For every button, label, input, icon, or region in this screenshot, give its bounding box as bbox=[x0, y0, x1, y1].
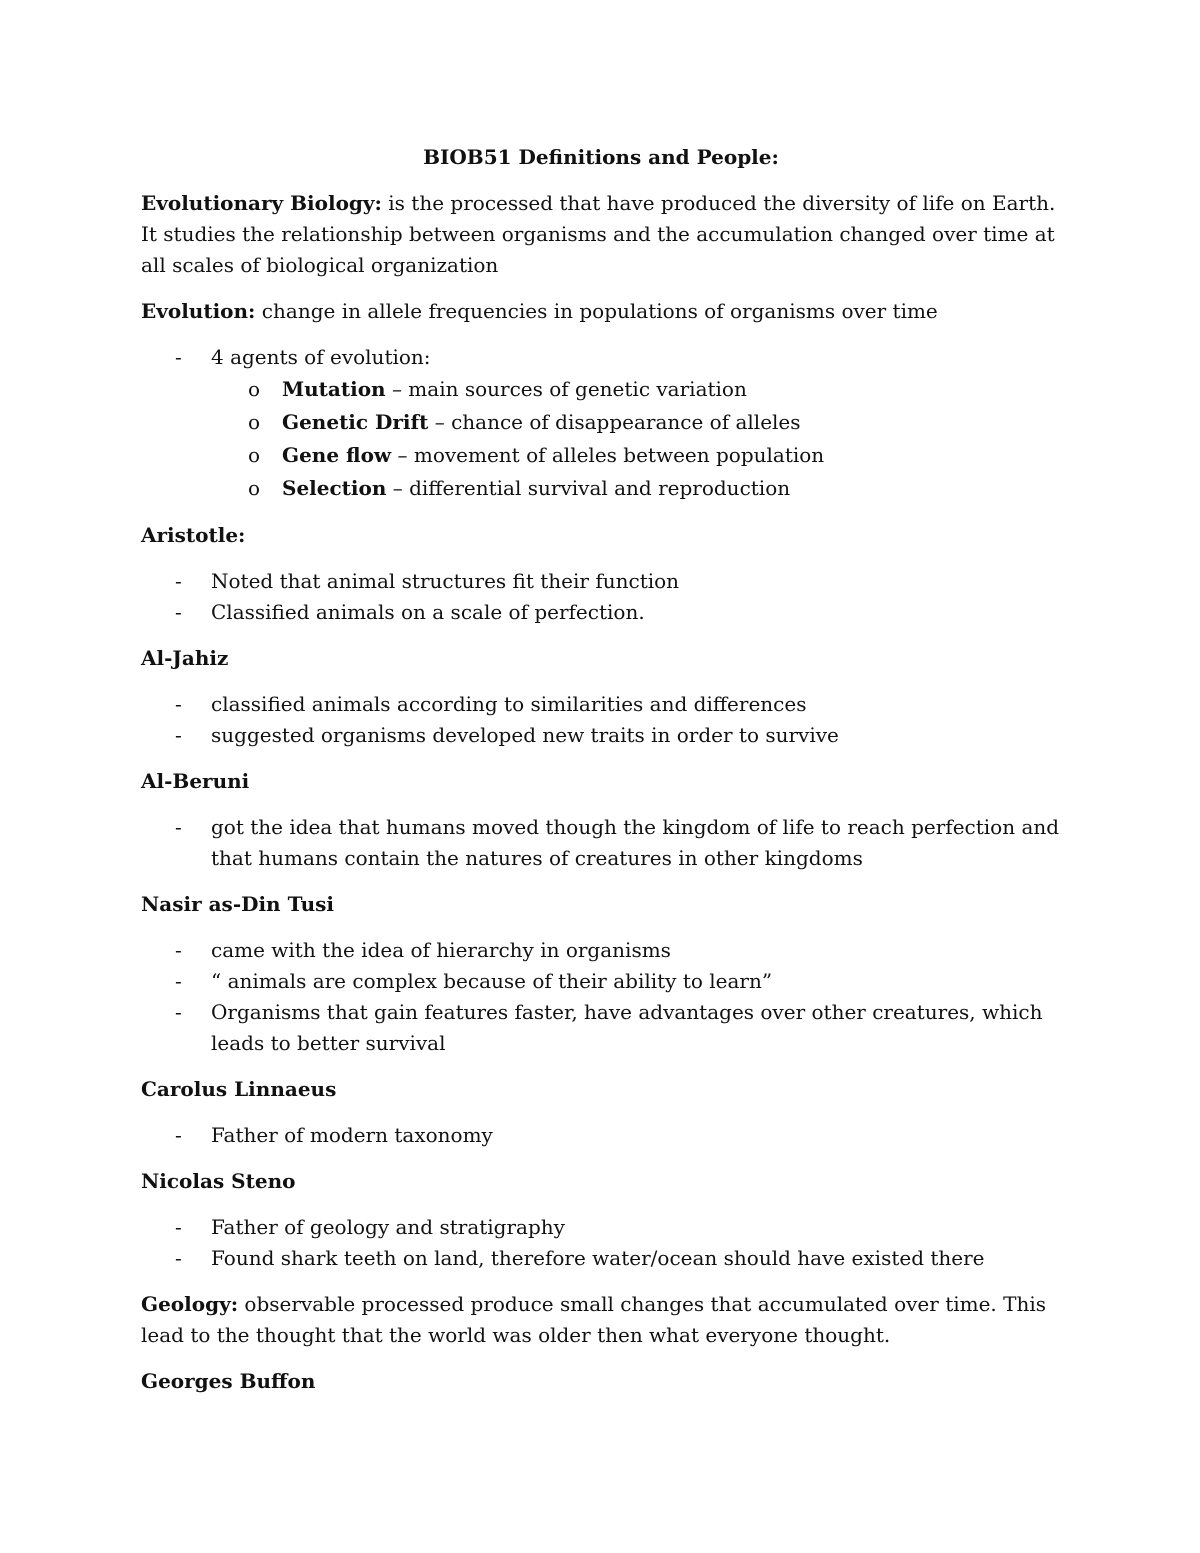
al-beruni-list bbox=[141, 812, 1061, 874]
list-item bbox=[141, 1120, 1061, 1151]
list-item-text: Found shark teeth on land, therefore water/ocean should have existed there bbox=[211, 1246, 985, 1270]
term-evolution: Evolution: bbox=[141, 299, 256, 323]
circle-bullet: o bbox=[248, 410, 261, 434]
dash-bullet: - bbox=[175, 692, 182, 716]
dash-bullet: - bbox=[175, 1123, 182, 1147]
list-item-text: Classified animals on a scale of perfection. bbox=[211, 600, 645, 624]
dash-bullet: - bbox=[175, 600, 182, 624]
list-item bbox=[141, 689, 1061, 720]
evolutionary-biology-definition bbox=[141, 188, 1061, 281]
term-geology: Geology: bbox=[141, 1292, 239, 1316]
evolution-bullets bbox=[141, 342, 1061, 505]
heading-al-jahiz: Al-Jahiz bbox=[141, 646, 229, 670]
dash-bullet: - bbox=[175, 969, 182, 993]
agent-term: Genetic Drift bbox=[282, 410, 429, 434]
circle-bullet: o bbox=[248, 443, 261, 467]
dash-bullet: - bbox=[175, 815, 182, 839]
linnaeus-list bbox=[141, 1120, 1061, 1151]
list-item bbox=[211, 439, 1061, 472]
list-item-text: classified animals according to similarities and differences bbox=[211, 692, 807, 716]
heading-carolus-linnaeus: Carolus Linnaeus bbox=[141, 1077, 337, 1101]
dash-bullet: - bbox=[175, 723, 182, 747]
dash-bullet: - bbox=[175, 1215, 182, 1239]
list-item-text: came with the idea of hierarchy in organisms bbox=[211, 938, 671, 962]
list-item bbox=[141, 997, 1061, 1059]
definition-text: observable processed produce small changes that accumulated over time. This lead to the thought that the world was older then what everyone thought. bbox=[141, 1292, 1047, 1347]
document-title: BIOB51 Definitions and People: bbox=[423, 145, 779, 169]
agent-text: – chance of disappearance of alleles bbox=[428, 410, 801, 434]
list-item-text: “ animals are complex because of their ability to learn” bbox=[211, 969, 773, 993]
circle-bullet: o bbox=[248, 377, 261, 401]
list-item bbox=[141, 597, 1061, 628]
list-item-text: Noted that animal structures fit their function bbox=[211, 569, 680, 593]
definition-text: is the processed that have produced the diversity of life on Earth. It studies the relationship between organisms and the accumulation changed over time at all scales of biological organization bbox=[141, 191, 1056, 277]
heading-al-beruni: Al-Beruni bbox=[141, 769, 250, 793]
geology-definition bbox=[141, 1289, 1061, 1351]
list-item bbox=[211, 406, 1061, 439]
list-item bbox=[141, 566, 1061, 597]
list-item-text: 4 agents of evolution: bbox=[211, 345, 431, 369]
dash-bullet: - bbox=[175, 345, 182, 369]
list-item bbox=[141, 1212, 1061, 1243]
agent-term: Selection bbox=[282, 476, 387, 500]
tusi-list bbox=[141, 935, 1061, 1059]
heading-nasir-as-din-tusi: Nasir as-Din Tusi bbox=[141, 892, 335, 916]
list-item bbox=[141, 812, 1061, 874]
list-item bbox=[141, 342, 1061, 505]
agent-text: – main sources of genetic variation bbox=[385, 377, 747, 401]
list-item bbox=[211, 472, 1061, 505]
dash-bullet: - bbox=[175, 938, 182, 962]
dash-bullet: - bbox=[175, 1246, 182, 1270]
list-item bbox=[141, 720, 1061, 751]
heading-georges-buffon: Georges Buffon bbox=[141, 1369, 316, 1393]
steno-list bbox=[141, 1212, 1061, 1274]
list-item-text: Organisms that gain features faster, have advantages over other creatures, which leads to better survival bbox=[211, 1000, 1043, 1055]
agent-text: – movement of alleles between population bbox=[391, 443, 825, 467]
list-item bbox=[141, 935, 1061, 966]
dash-bullet: - bbox=[175, 569, 182, 593]
circle-bullet: o bbox=[248, 476, 261, 500]
list-item-text: Father of geology and stratigraphy bbox=[211, 1215, 565, 1239]
al-jahiz-list bbox=[141, 689, 1061, 751]
dash-bullet: - bbox=[175, 1000, 182, 1024]
agent-text: – differential survival and reproduction bbox=[386, 476, 791, 500]
heading-nicolas-steno: Nicolas Steno bbox=[141, 1169, 296, 1193]
agents-of-evolution-list bbox=[211, 373, 1061, 505]
agent-term: Mutation bbox=[282, 377, 386, 401]
heading-aristotle: Aristotle: bbox=[141, 523, 246, 547]
list-item-text: Father of modern taxonomy bbox=[211, 1123, 493, 1147]
definition-text: change in allele frequencies in populations of organisms over time bbox=[255, 299, 938, 323]
agent-term: Gene flow bbox=[282, 443, 392, 467]
list-item bbox=[211, 373, 1061, 406]
list-item-text: suggested organisms developed new traits in order to survive bbox=[211, 723, 839, 747]
document-content bbox=[141, 142, 1061, 1412]
list-item-text: got the idea that humans moved though the kingdom of life to reach perfection and that humans contain the natures of creatures in other kingdoms bbox=[211, 815, 1060, 870]
list-item bbox=[141, 966, 1061, 997]
term-evolutionary-biology: Evolutionary Biology: bbox=[141, 191, 382, 215]
aristotle-list bbox=[141, 566, 1061, 628]
evolution-definition bbox=[141, 296, 1061, 327]
list-item bbox=[141, 1243, 1061, 1274]
